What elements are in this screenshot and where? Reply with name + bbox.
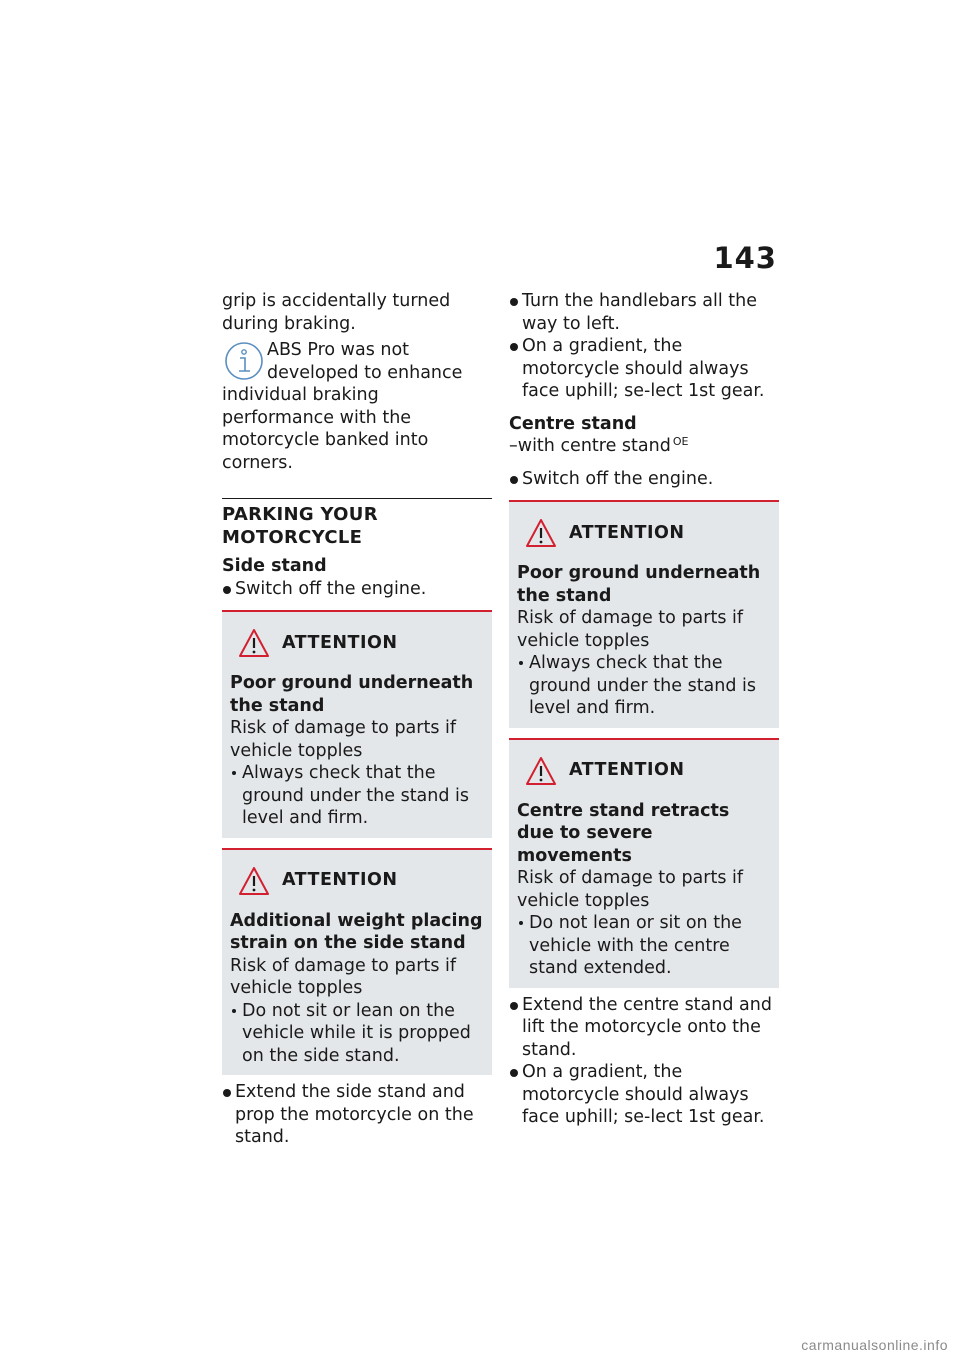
intro-text: grip is accidentally turned during braking. — [222, 291, 451, 334]
attention-box-ground — [509, 500, 779, 728]
side-stand-heading: Side stand — [222, 556, 327, 576]
attention-title: ATTENTION — [282, 870, 398, 891]
watermark: carmanualsonline.info — [801, 1336, 948, 1353]
warning-triangle-icon — [238, 866, 270, 896]
attention-title: ATTENTION — [569, 522, 685, 543]
attention-text: Risk of damage to parts if vehicle topples — [517, 868, 744, 911]
left-column — [222, 290, 492, 1149]
attention-subtitle: Additional weight placing strain on the side stand — [230, 910, 483, 953]
attention-title: ATTENTION — [569, 760, 685, 781]
warning-triangle-icon — [525, 518, 557, 548]
info-icon — [224, 341, 264, 381]
step-gradient-gear: On a gradient, the motorcycle should always face uphill; se-lect 1st gear. — [509, 335, 779, 403]
attention-bullet: Always check that the ground under the stand is level and firm. — [230, 762, 484, 830]
centre-stand-heading: Centre stand — [509, 413, 637, 434]
attention-bullet: Do not sit or lean on the vehicle while it is propped on the side stand. — [230, 1000, 484, 1068]
attention-box-ground — [222, 610, 492, 838]
section-divider — [222, 498, 492, 549]
attention-header — [230, 628, 484, 658]
step-extend-side-stand: Extend the side stand and prop the motorcycle on the stand. — [222, 1081, 492, 1149]
attention-subtitle: Poor ground underneath the stand — [230, 673, 474, 716]
attention-header — [517, 518, 771, 548]
attention-bullet: Always check that the ground under the stand is level and firm. — [517, 652, 771, 720]
requirement-text: –with centre stand — [509, 436, 671, 456]
section-title-line2: MOTORCYCLE — [222, 527, 363, 548]
note-text-first: ABS Pro was not developed to enhance — [267, 340, 463, 383]
step-switch-off-engine: Switch off the engine. — [222, 578, 492, 601]
note-text-rest: individual braking performance with the motorcycle banked into corners. — [222, 385, 429, 473]
attention-title: ATTENTION — [282, 632, 398, 653]
attention-bullet: Do not lean or sit on the vehicle with the centre stand extended. — [517, 912, 771, 980]
step-turn-handlebars: Turn the handlebars all the way to left. — [509, 290, 779, 335]
attention-header — [517, 756, 771, 786]
section-title-line1: PARKING YOUR — [222, 504, 378, 525]
step-switch-off-engine: Switch off the engine. — [509, 468, 779, 491]
step-extend-centre-stand: Extend the centre stand and lift the motorcycle onto the stand. — [509, 994, 779, 1062]
attention-text: Risk of damage to parts if vehicle topples — [517, 608, 744, 651]
attention-text: Risk of damage to parts if vehicle topples — [230, 955, 457, 998]
attention-subtitle: Poor ground underneath the stand — [517, 563, 761, 606]
warning-triangle-icon — [525, 756, 557, 786]
step-gradient-gear: On a gradient, the motorcycle should always face uphill; se-lect 1st gear. — [509, 1061, 779, 1129]
warning-triangle-icon — [238, 628, 270, 658]
right-column — [509, 290, 779, 1129]
optional-equipment-tag: OE — [672, 435, 689, 448]
attention-header — [230, 866, 484, 896]
attention-text: Risk of damage to parts if vehicle topples — [230, 718, 457, 761]
attention-box-weight — [222, 848, 492, 1076]
attention-box-retract — [509, 738, 779, 988]
info-note — [222, 339, 492, 384]
page-number: 143 — [713, 241, 777, 275]
requirement-line — [509, 435, 779, 458]
attention-subtitle: Centre stand retracts due to severe movements — [517, 800, 730, 866]
